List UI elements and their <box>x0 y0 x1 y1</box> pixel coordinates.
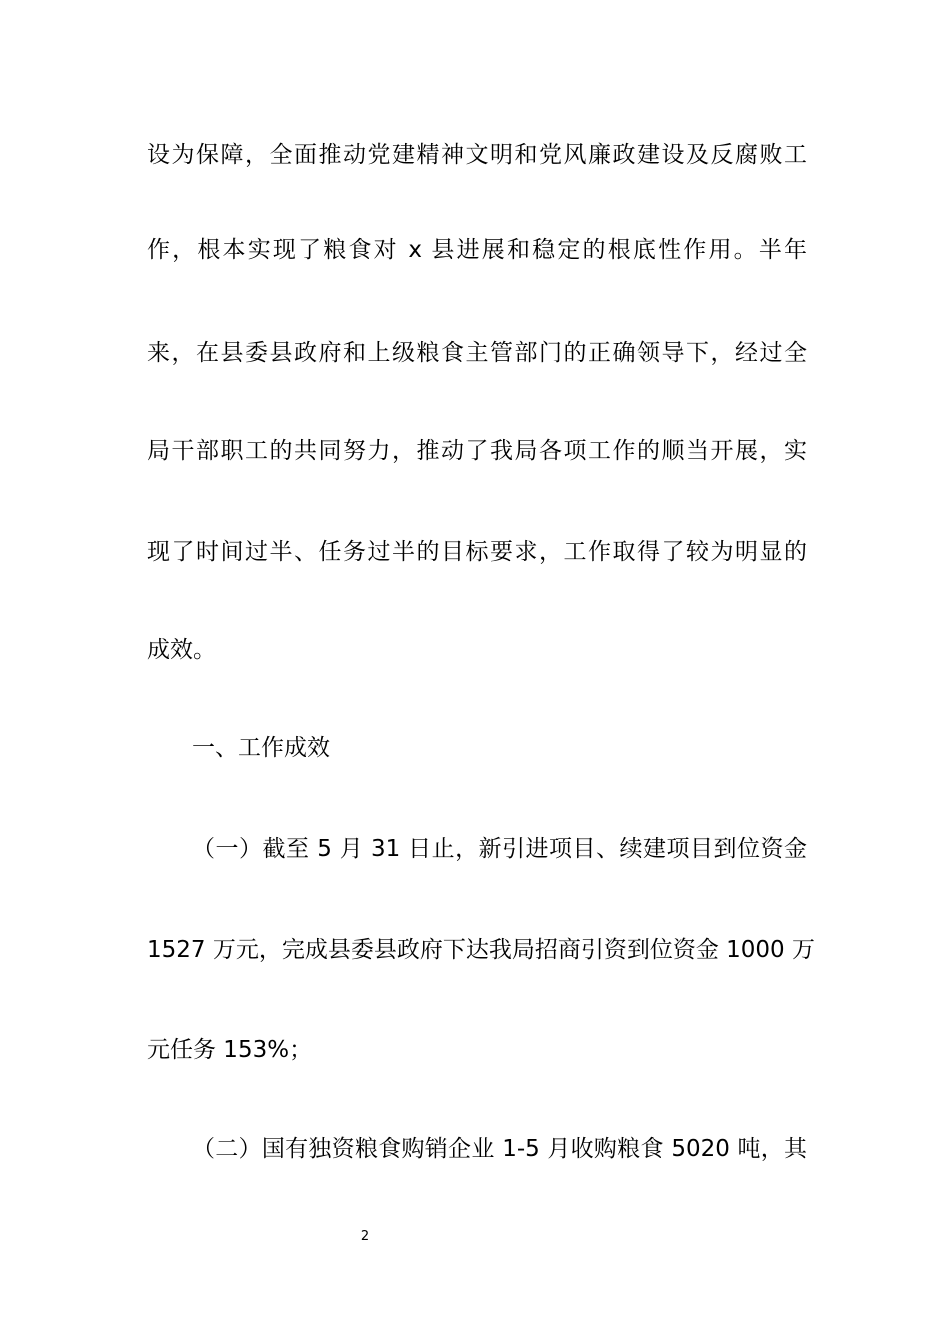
paragraph-line: 作，根本实现了粮食对 x 县进展和稳定的根底性作用。半年 <box>147 237 807 263</box>
paragraph-line: 设为保障，全面推动党建精神文明和党风廉政建设及反腐败工 <box>147 142 807 168</box>
paragraph-line: 成效。 <box>147 637 216 663</box>
list-item-line: （一）截至 5 月 31 日止，新引进项目、续建项目到位资金 <box>192 836 807 862</box>
paragraph-line: 来，在县委县政府和上级粮食主管部门的正确领导下，经过全 <box>147 340 807 366</box>
paragraph-line: 现了时间过半、任务过半的目标要求，工作取得了较为明显的 <box>147 539 807 565</box>
page-number: 2 <box>360 1229 370 1244</box>
section-heading: 一、工作成效 <box>192 735 330 761</box>
list-item-line: 1527 万元，完成县委县政府下达我局招商引资到位资金 1000 万 <box>147 937 815 963</box>
list-item-line: 元任务 153%； <box>147 1037 313 1063</box>
list-item-line: （二）国有独资粮食购销企业 1-5 月收购粮食 5020 吨，其 <box>192 1136 807 1162</box>
paragraph-line: 局干部职工的共同努力，推动了我局各项工作的顺当开展，实 <box>147 438 807 464</box>
